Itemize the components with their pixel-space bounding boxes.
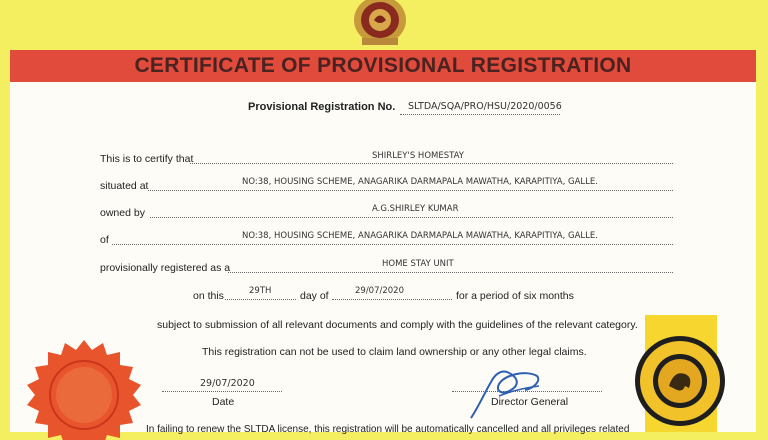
subject-text: subject to submission of all relevant documents and comply with the guidelines of the relevant category. xyxy=(157,319,638,331)
date-label: Date xyxy=(212,396,235,408)
dotted-line xyxy=(400,114,560,115)
dotted-line xyxy=(148,190,673,191)
dotted-line xyxy=(112,244,673,245)
period-text: for a period of six months xyxy=(456,290,574,302)
red-seal-icon xyxy=(25,340,143,440)
establishment-address: NO:38, HOUSING SCHEME, ANAGARIKA DARMAPALA MAWATHA, KARAPITIYA, GALLE. xyxy=(242,177,598,187)
establishment-name: SHIRLEY'S HOMESTAY xyxy=(372,151,464,161)
of-label: of xyxy=(100,234,109,246)
issue-date-value: 29/07/2020 xyxy=(200,378,255,389)
footer-text: In failing to renew the SLTDA license, this registration will be automatically cancelled and all privileges related xyxy=(146,424,630,435)
day-value: 29TH xyxy=(249,286,272,296)
dotted-line xyxy=(190,163,673,164)
owner-name: A.G.SHIRLEY KUMAR xyxy=(372,204,459,214)
situated-label: situated at xyxy=(100,180,149,192)
owned-by-label: owned by xyxy=(100,207,145,219)
registration-category: HOME STAY UNIT xyxy=(382,259,454,269)
right-border xyxy=(756,0,768,432)
national-emblem-icon xyxy=(352,0,408,46)
signature-icon xyxy=(465,362,545,420)
dotted-line xyxy=(162,391,282,392)
title-banner xyxy=(10,50,756,82)
dotted-line xyxy=(228,272,673,273)
tourism-authority-seal-icon xyxy=(633,334,727,428)
day-of-label: day of xyxy=(300,290,329,302)
certify-label: This is to certify that xyxy=(100,153,194,165)
owner-address: NO:38, HOUSING SCHEME, ANAGARIKA DARMAPALA MAWATHA, KARAPITIYA, GALLE. xyxy=(242,231,598,241)
director-general-label: Director General xyxy=(491,396,569,408)
month-value: 29/07/2020 xyxy=(355,286,404,296)
registration-number-label: Provisional Registration No. xyxy=(248,101,396,113)
claim-text: This registration can not be used to claim land ownership or any other legal claims. xyxy=(202,346,587,358)
on-this-label: on this xyxy=(193,290,224,302)
dotted-line xyxy=(332,299,452,300)
registered-as-label: provisionally registered as a xyxy=(100,262,231,274)
dotted-line xyxy=(150,217,673,218)
left-border xyxy=(0,0,10,432)
certificate-title: CERTIFICATE OF PROVISIONAL REGISTRATION xyxy=(134,54,632,77)
registration-number: SLTDA/SQA/PRO/HSU/2020/0056 xyxy=(408,101,562,112)
dotted-line xyxy=(225,299,296,300)
